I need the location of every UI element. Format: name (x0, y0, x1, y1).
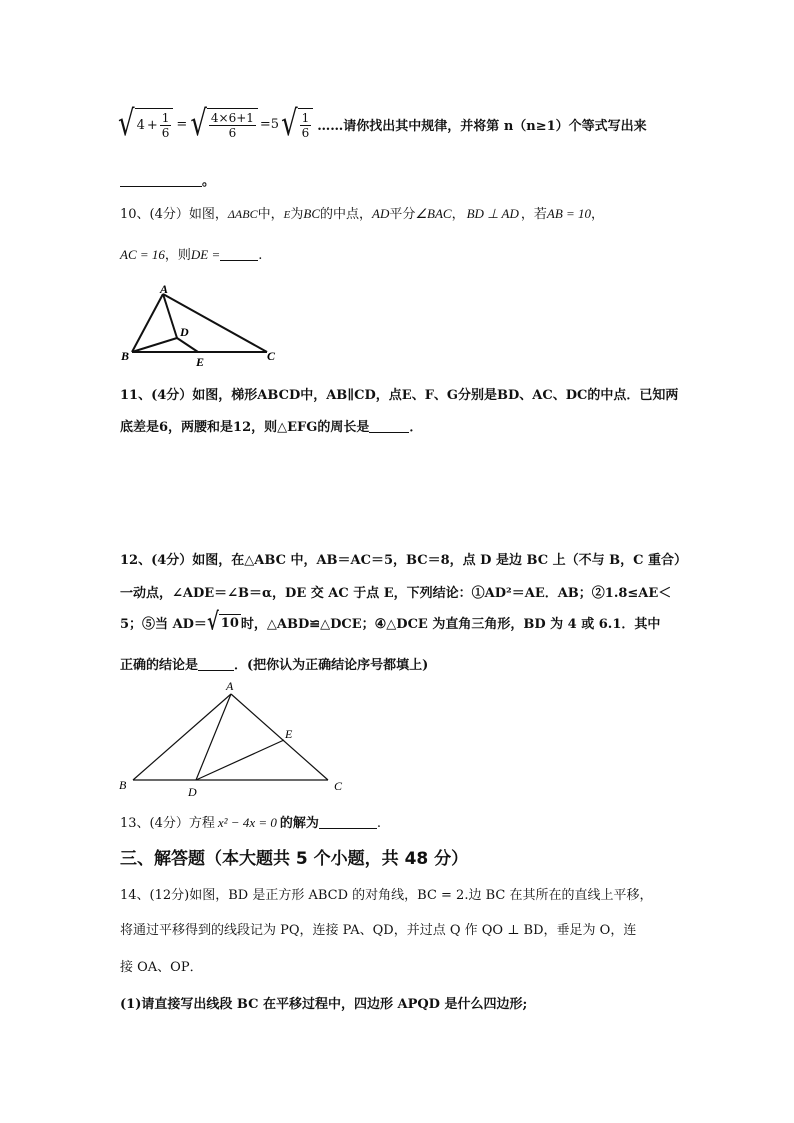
q13-line: 13、(4分）方程 x² − 4x = 0 的解为 . (120, 815, 382, 831)
answer-blank (198, 658, 234, 671)
label-c: C (334, 779, 343, 793)
sqrt-expression-1: √ 4 + $\frac{1}{6}$ (118, 108, 173, 140)
label-b: B (121, 349, 130, 363)
q14-part1: (1)请直接写出线段 BC 在平移过程中，四边形 APQD 是什么四边形; (120, 997, 528, 1012)
q14-line3: 接 OA、OP． (120, 960, 203, 975)
q9-formula-line: √ 4 + $\frac{1}{6}$ = √ $\frac{4\times 6+1}{6}$ =5 √ $\frac{1}{6}$ ……请你找出其中规律，并将第 n（n≥1）个等式写出来 (118, 103, 647, 145)
sqrt-expression-3: √ $\frac{1}{6}$ (281, 108, 313, 140)
answer-blank (220, 248, 258, 261)
segment-ab (133, 694, 231, 780)
segment-ac (163, 294, 267, 352)
q11-line1: 11、(4分）如图，梯形ABCD中，AB∥CD，点E、F、G分别是BD、AC、DC的中点．已知两 (120, 388, 679, 403)
q12-line2: 一动点，∠ADE＝∠B＝α，DE 交 AC 于点 E，下列结论：①AD²＝AE．AB；②1.8≤AE＜ (120, 586, 672, 601)
q12-line3: 5；⑤当 AD＝ √ 10 时，△ABD≌△DCE；④△DCE 为直角三角形，BD 为 4 或 6.1．其中 (120, 607, 661, 636)
answer-blank (369, 420, 409, 433)
q9-instruction: ……请你找出其中规律，并将第 n（n≥1）个等式写出来 (317, 118, 647, 134)
q12-triangle-figure (110, 676, 360, 802)
label-d: D (188, 785, 197, 799)
q9-answer-line: 。 (120, 170, 215, 189)
q10-triangle-figure (110, 282, 290, 372)
section-heading: 三、解答题（本大题共 5 个小题，共 48 分） (120, 849, 469, 869)
sqrt-ten: √ 10 (206, 607, 239, 636)
label-b: B (119, 778, 127, 792)
answer-blank (319, 816, 377, 829)
label-a: A (160, 282, 169, 296)
label-d: D (180, 325, 189, 339)
q12-line1: 12、(4分）如图，在△ABC 中，AB＝AC＝5，BC＝8，点 D 是边 BC 上（不与 B，C 重合） (120, 553, 687, 568)
label-a: A (226, 679, 234, 693)
q14-line1: 14、(12分)如图，BD 是正方形 ABCD 的对角线，BC = 2.边 BC 在其所在的直线上平移， (120, 888, 653, 903)
sqrt-expression-2: √ $\frac{4\times 6+1}{6}$ (190, 108, 258, 140)
label-e: E (285, 727, 293, 741)
label-e: E (196, 355, 205, 369)
label-c: C (267, 349, 276, 363)
q14-line2: 将通过平移得到的线段记为 PQ，连接 PA、QD，并过点 Q 作 QO ⊥ BD，垂足为 O，连 (120, 923, 637, 938)
answer-blank (120, 174, 202, 187)
q10-line1: 10、(4分）如图，ΔABC中，E为BC的中点，AD平分∠BAC， BD ⊥ AD ，若AB = 10， (120, 206, 605, 222)
q10-line2: AC = 16，则DE = . (120, 247, 263, 263)
q12-line4: 正确的结论是 ．(把你认为正确结论序号都填上) (120, 658, 429, 673)
segment-ac (231, 694, 328, 780)
segment-de (177, 338, 198, 352)
q11-line2: 底差是6，两腰和是12，则△EFG的周长是 ． (120, 420, 423, 435)
